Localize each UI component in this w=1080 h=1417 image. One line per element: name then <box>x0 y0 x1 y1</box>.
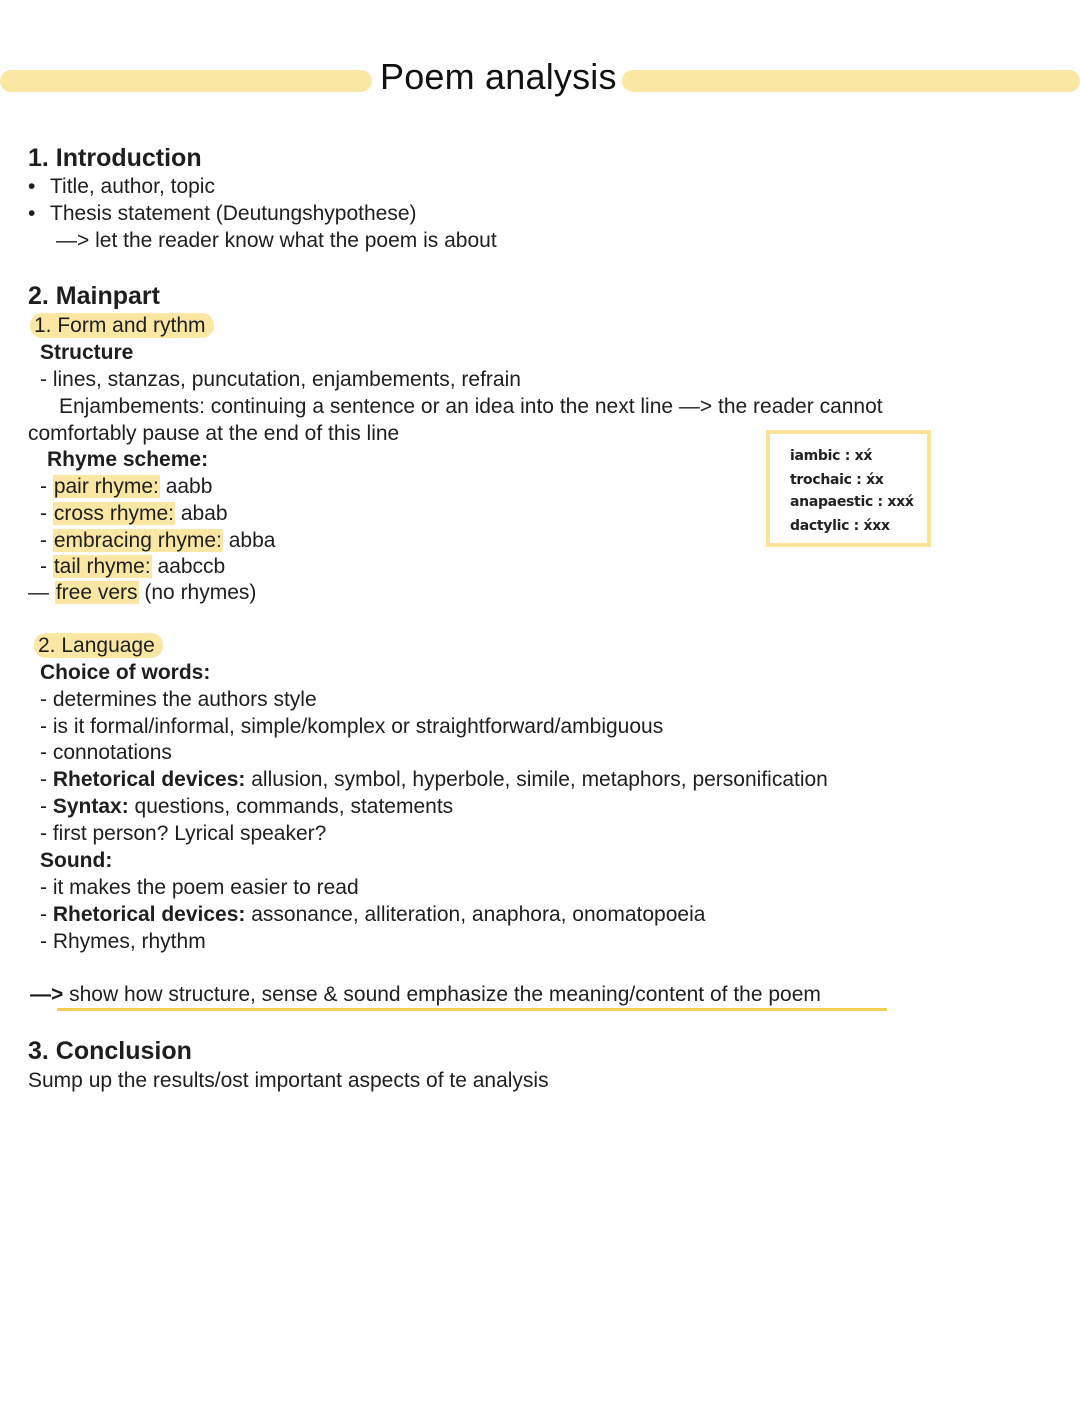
intro-bullet-1: • Title, author, topic <box>28 175 215 198</box>
language-item-2: - is it formal/informal, simple/komplex or straightforward/ambiguous <box>40 715 664 738</box>
enjambement-line-2: comfortably pause at the end of this line <box>28 422 400 445</box>
meter-note-box <box>766 430 931 547</box>
rhyme-item: - tail rhyme: aabccb <box>40 555 226 578</box>
page-title: Poem analysis <box>380 56 617 97</box>
conclusion-text: Sump up the results/ost important aspects of te analysis <box>28 1069 549 1092</box>
mainpart-heading: 2. Mainpart <box>28 282 160 310</box>
conclusion-heading: 3. Conclusion <box>28 1037 192 1065</box>
sound-label: Sound: <box>40 849 113 872</box>
rhetorical-devices-line: - Rhetorical devices: allusion, symbol, hyperbole, simile, metaphors, personification <box>40 768 828 791</box>
rhyme-item: - pair rhyme: aabb <box>40 475 213 498</box>
arrow-icon: —> <box>30 983 64 1006</box>
bullet-icon: • <box>28 202 36 225</box>
language-item-1: - determines the authors style <box>40 688 317 711</box>
rhyme-item: - embracing rhyme: abba <box>40 529 276 552</box>
rhymes-rhythm-line: - Rhymes, rhythm <box>40 930 206 953</box>
title-highlight-right <box>622 70 1080 92</box>
structure-line: - lines, stanzas, puncutation, enjambements, refrain <box>40 368 521 391</box>
rhyme-item: - cross rhyme: abab <box>40 502 228 525</box>
summary-underline <box>57 1008 887 1011</box>
intro-arrow-note: —> let the reader know what the poem is about <box>56 229 497 252</box>
title-highlight-left <box>0 70 372 92</box>
syntax-line: - Syntax: questions, commands, statements <box>40 795 454 818</box>
sound-rhetorical-line: - Rhetorical devices: assonance, alliteration, anaphora, onomatopoeia <box>40 903 706 926</box>
enjambement-line-1: Enjambements: continuing a sentence or an idea into the next line —> the reader cannot <box>59 395 883 418</box>
rhyme-scheme-label: Rhyme scheme: <box>47 448 209 471</box>
sound-line: - it makes the poem easier to read <box>40 876 359 899</box>
choice-of-words-label: Choice of words: <box>40 661 211 684</box>
language-item-3: - connotations <box>40 741 172 764</box>
bullet-icon: • <box>28 175 36 198</box>
meter-iambic: iambic : xx́ <box>790 448 873 464</box>
rhyme-item: — free vers (no rhymes) <box>28 581 257 604</box>
meter-trochaic: trochaic : x́x <box>790 472 884 488</box>
meter-anapaestic: anapaestic : xxx́ <box>790 494 914 510</box>
person-line: - first person? Lyrical speaker? <box>40 822 327 845</box>
summary-line: —> show how structure, sense & sound emphasize the meaning/content of the poem <box>30 983 821 1006</box>
meter-dactylic: dactylic : x́xx <box>790 518 890 534</box>
intro-heading: 1. Introduction <box>28 144 202 172</box>
form-subheading: 1. Form and rythm <box>30 315 214 336</box>
language-subheading: 2. Language <box>34 635 163 656</box>
structure-label: Structure <box>40 341 134 364</box>
intro-bullet-2: • Thesis statement (Deutungshypothese) <box>28 202 417 225</box>
